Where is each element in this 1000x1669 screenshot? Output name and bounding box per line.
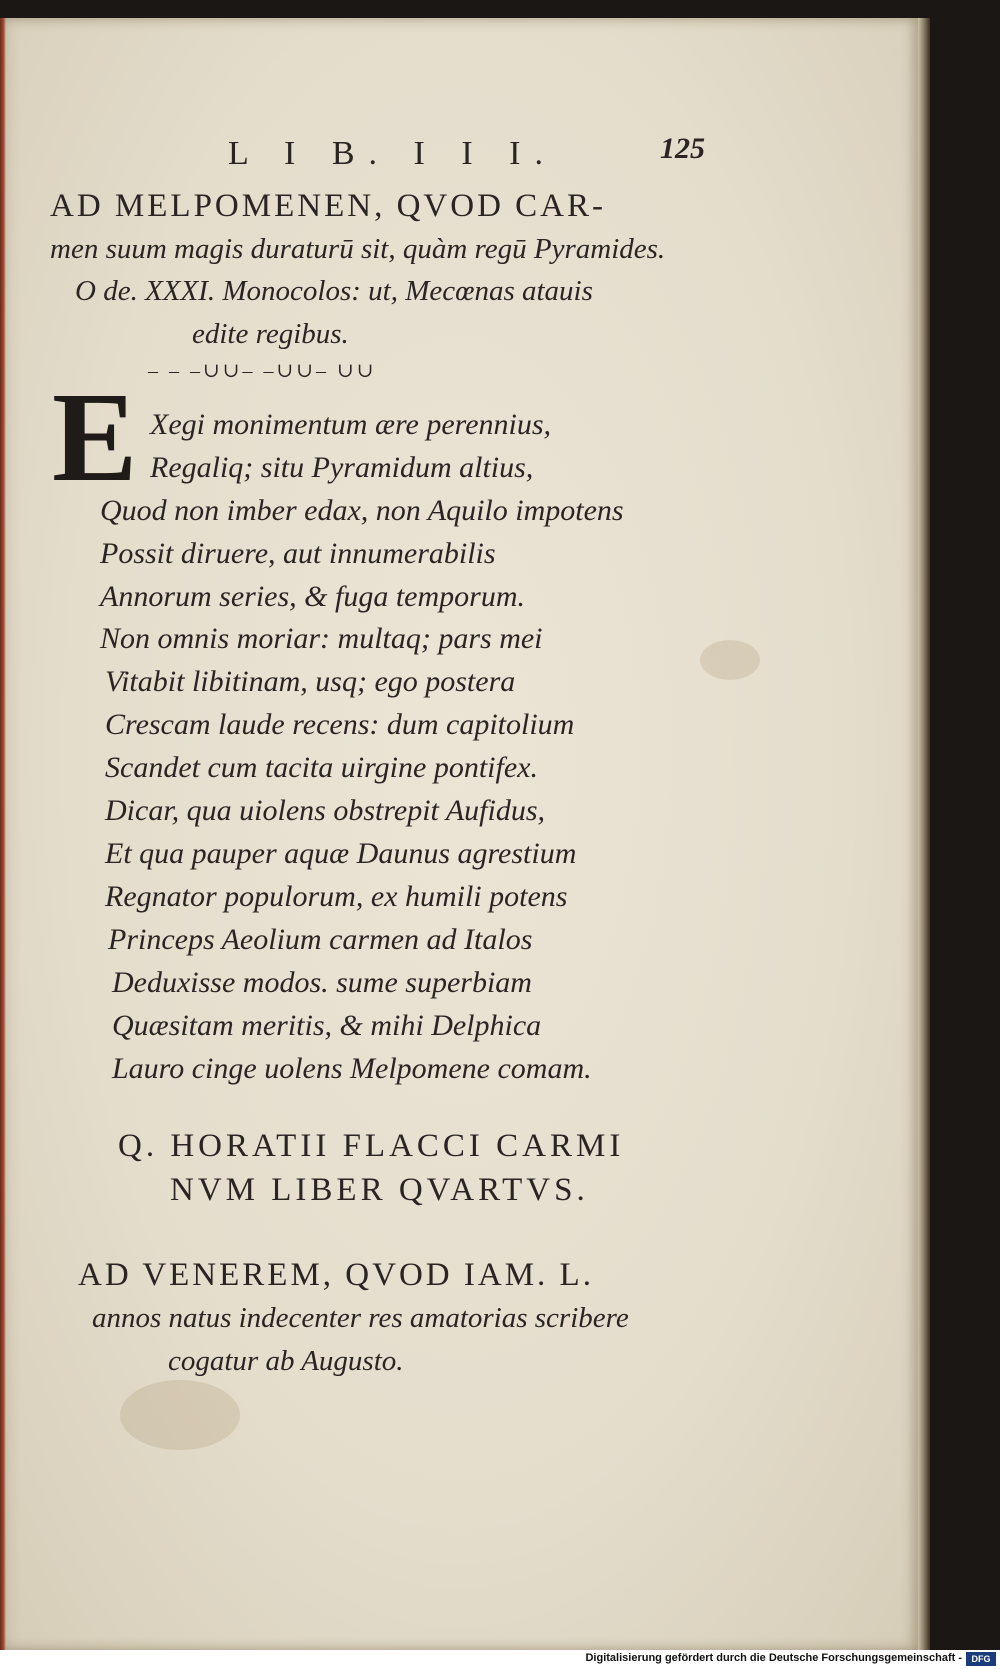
verse-line: Et qua pauper aquæ Daunus agrestium xyxy=(105,837,577,870)
binding-edge xyxy=(0,18,6,1650)
dfg-logo: DFG xyxy=(966,1652,996,1666)
book-title-line-1: Q. HORATII FLACCI CARMI xyxy=(118,1128,625,1164)
ode-heading-line-1: AD MELPOMENEN, QVOD CAR- xyxy=(50,188,606,224)
verse-line: Quæsitam meritis, & mihi Delphica xyxy=(112,1009,542,1042)
verse-line: Possit diruere, aut innumerabilis xyxy=(100,537,496,570)
verse-line: Scandet cum tacita uirgine pontifex. xyxy=(105,751,538,784)
page-edge xyxy=(918,18,930,1650)
metrical-scheme: – – –∪∪– –∪∪– ∪∪ xyxy=(148,360,377,382)
funding-credit: Digitalisierung gefördert durch die Deutsche Forschungsgemeinschaft - xyxy=(585,1652,962,1664)
ode-heading-line-4: edite regibus. xyxy=(192,318,349,350)
verse-line: Regaliq; situ Pyramidum altius, xyxy=(150,451,534,484)
book-title-line-2: NVM LIBER QVARTVS. xyxy=(170,1172,589,1208)
verse-line: Regnator populorum, ex humili potens xyxy=(105,880,568,913)
verse-line: Princeps Aeolium carmen ad Italos xyxy=(108,923,533,956)
verse-line: Xegi monimentum ære perennius, xyxy=(150,408,552,441)
verse-line: Vitabit libitinam, usq; ego postera xyxy=(105,665,516,698)
verse-line: Lauro cinge uolens Melpomene comam. xyxy=(112,1052,592,1085)
paper-stain xyxy=(700,640,760,680)
next-ode-heading-line-1: AD VENEREM, QVOD IAM. L. xyxy=(78,1257,594,1293)
verse-line: Annorum series, & fuga temporum. xyxy=(100,580,525,613)
verse-line: Deduxisse modos. sume superbiam xyxy=(112,966,532,999)
next-ode-heading-line-3: cogatur ab Augusto. xyxy=(168,1345,404,1377)
verse-line: Quod non imber edax, non Aquilo impotens xyxy=(100,494,624,527)
drop-cap: E xyxy=(52,366,138,508)
ode-heading-line-2: men suum magis duraturū sit, quàm regū Pyramides. xyxy=(50,233,666,265)
ode-heading-line-3: O de. XXXI. Monocolos: ut, Mecœnas atauis xyxy=(75,275,593,307)
verse-line: Non omnis moriar: multaq; pars mei xyxy=(100,622,543,655)
running-head: L I B. I I I. xyxy=(228,135,557,172)
page-number: 125 xyxy=(660,132,705,165)
verse-line: Dicar, qua uiolens obstrepit Aufidus, xyxy=(105,794,546,827)
paper-stain xyxy=(120,1380,240,1450)
verse-line: Crescam laude recens: dum capitolium xyxy=(105,708,575,741)
next-ode-heading-line-2: annos natus indecenter res amatorias scribere xyxy=(92,1302,629,1334)
